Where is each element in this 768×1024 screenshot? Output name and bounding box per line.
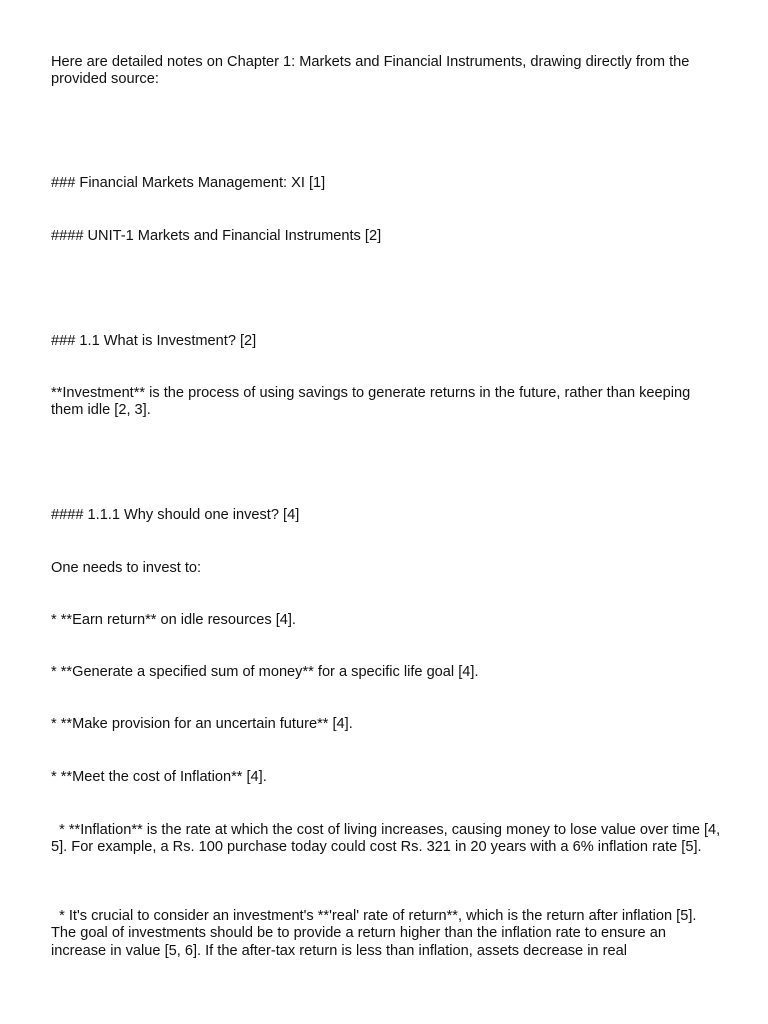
why-invest-heading: #### 1.1.1 Why should one invest? [4] [51,507,300,523]
bullet-earn-return: * **Earn return** on idle resources [4]. [51,612,296,628]
investment-heading: ### 1.1 What is Investment? [2] [51,333,257,349]
intro-paragraph: Here are detailed notes on Chapter 1: Markets and Financial Instruments, drawing directly from the provided source: [51,54,694,88]
bullet-inflation-cost: * **Meet the cost of Inflation** [4]. [51,769,267,785]
needs-intro-text: One needs to invest to: [51,560,202,576]
investment-definition: **Investment** is the process of using savings to generate returns in the future, rather than keeping them idle [2, 3]. [51,385,695,419]
course-heading: ### Financial Markets Management: XI [1] [51,175,326,191]
unit-heading: #### UNIT-1 Markets and Financial Instruments [2] [51,228,382,244]
bullet-generate-sum: * **Generate a specified sum of money** for a specific life goal [4]. [51,664,479,680]
sub-bullet-inflation-definition: * **Inflation** is the rate at which the cost of living increases, causing money to lose value over time [4, 5]. For example, a Rs. 100 purchase today could cost Rs. 321 in 20 years with a 6% inflation rate [5]. [51,822,725,856]
sub-bullet-real-return: * It's crucial to consider an investment's **'real' rate of return**, which is the return after inflation [5]. The goal of investments should be to provide a return higher than the inflation rate to ensure an increase in value [5, 6]. If the after-tax return is less than inflation, assets decrease in real [51,908,701,959]
bullet-uncertain-future: * **Make provision for an uncertain future** [4]. [51,716,353,732]
